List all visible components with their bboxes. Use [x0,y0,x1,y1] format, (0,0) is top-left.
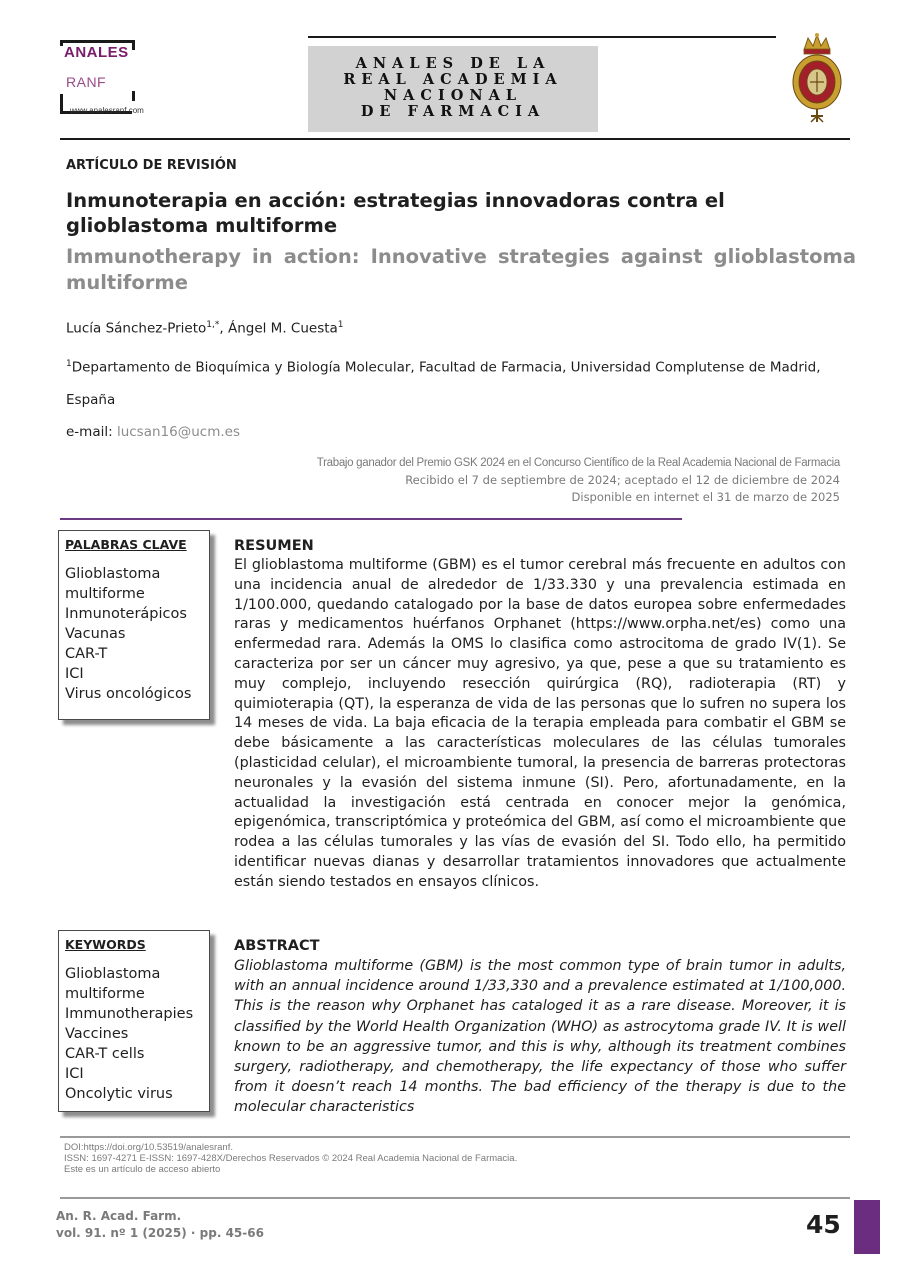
header-bottom-rule [60,138,850,140]
journal-title-line-4: DE FARMACIA [360,103,546,120]
keyword-item: Immunotherapies [65,1006,194,1022]
footer-rule-bottom [60,1197,850,1199]
keyword-item: multiforme [65,986,145,1002]
affiliation-mark: 1 [66,359,72,369]
logo-ranf-text: RANF [66,74,107,90]
abstract-text: Glioblastoma multiforme (GBM) is the most common type of brain tumor in adults, with an annual incidence around 1/33,330 and a prevalence estimated at 1/100,000. This is the reason why Orphanet has cataloged it as a rare disease. Moreover, it is classified by the World Health Organization (WHO) as astrocytoma grade IV. It is well known to be an aggressive tumor, and this is why, although its treatment combines surgery, radiotherapy, and chemotherapy, the life expectancy of those who suffer from it doesn’t reach 14 months. The bad efficiency of the therapy is due to the molecular characteristics [234,958,846,1116]
journal-title-banner [308,46,598,132]
journal-title-line-3: NACIONAL [383,87,523,104]
footer-rule-top [60,1136,850,1138]
journal-title-line-2: REAL ACADEMIA [343,71,563,88]
doi-link[interactable]: DOI:https://doi.org/10.53519/analesranf. [64,1142,233,1153]
keyword-item: Inmunoterápicos [65,606,187,622]
open-access-line: Este es un artículo de acceso abierto [64,1164,221,1175]
journal-logo [60,40,172,120]
page-tab [854,1200,880,1254]
author-name: Ángel M. Cuesta [227,320,338,337]
author-name: Lucía Sánchez-Prieto [66,320,207,337]
keyword-item: CAR-T cells [65,1046,145,1062]
author-affiliation-mark: 1,* [206,320,220,330]
keywords-heading: KEYWORDS [65,937,146,952]
keyword-item: Virus oncológicos [65,686,192,702]
header-rule [308,36,776,38]
keywords-box-english [58,930,210,1112]
logo-anales-text: ANALES [64,44,129,61]
footer-info [64,1142,517,1175]
keyword-item: ICI [65,1066,84,1082]
received-date: Recibido el 7 de septiembre de 2024; aceptado el 12 de diciembre de 2024 [405,473,840,487]
issn-line: ISSN: 1697-4271 E-ISSN: 1697-428X/Derechos Reservados © 2024 Real Academia Nacional de Farmacia. [64,1153,518,1164]
keyword-item: ICI [65,666,84,682]
keyword-item: Glioblastoma [65,566,161,582]
academy-crest-icon [790,32,844,126]
keyword-item: CAR-T [65,646,108,662]
article-dates [140,455,840,506]
resumen-text: El glioblastoma multiforme (GBM) es el tumor cerebral más frecuente en adultos con una incidencia anual de alrededor de 1/33.330 y una prevalencia estimada en 1/100.000, quedando catalogado por la base de datos europea sobre enfermedades raras y medicamentos huérfanos Orphanet (https://www.orpha.net/es) como una enfermedad rara. Además la OMS lo clasifica como astrocitoma de grado IV(1). Se caracteriza por ser un cáncer muy agresivo, ya que, pese a que su tratamiento es muy complejo, incluyendo resección quirúrgica (RQ), radioterapia (RT) y quimioterapia (QT), la esperanza de vida de las personas que lo sufren no supera los 14 meses de vida. La baja eficacia de la terapia empleada para combatir el GBM se debe básicamente a las características moleculares de las células tumorales (plasticidad celular), el microambiente tumoral, la presencia de barreras protectoras neuronales y la evasión del sistema inmune (SI). Pero, afortunadamente, en la actualidad la investigación está centrada en conocer mejor la genómica, epigenómica, transcriptómica y proteómica del GBM, así como el microambiente que rodea a las células tumorales y las vías de evasión del SI. Todo ello, ha permitido identificar nuevas dianas y desarrollar tratamientos innovadores que actualmente están siendo testados en ensayos clínicos. [234,557,846,890]
author-list [66,320,344,337]
title-english: Immunotherapy in action: Innovative strategies against glioblastoma multiforme [66,245,856,294]
journal-reference [56,1208,264,1242]
author-separator: , [219,320,228,337]
keyword-item: multiforme [65,586,145,602]
keyword-item: Vacunas [65,626,126,642]
abstract-heading: ABSTRACT [234,938,320,954]
resumen-heading: RESUMEN [234,538,314,554]
journal-abbreviation: An. R. Acad. Farm. [56,1209,182,1223]
page-number: 45 [806,1210,841,1239]
email-link[interactable]: lucsan16@ucm.es [116,424,240,440]
award-note: Trabajo ganador del Premio GSK 2024 en el Concurso Científico de la Real Academia Nacional de Farmacia [316,457,840,469]
article-type: ARTÍCULO DE REVISIÓN [66,158,237,173]
journal-volume: vol. 91. nº 1 (2025) · pp. 45-66 [56,1226,264,1240]
journal-title-line-1: ANALES DE LA [355,55,551,72]
keywords-heading: PALABRAS CLAVE [65,537,187,552]
logo-url[interactable]: www.analesranf.com [70,106,144,115]
affiliation [66,348,856,416]
section-divider [60,518,682,520]
affiliation-text: Departamento de Bioquímica y Biología Molecular, Facultad de Farmacia, Universidad Complutense de Madrid, España [66,359,821,408]
keyword-item: Oncolytic virus [65,1086,173,1102]
email-label: e-mail: [66,424,117,440]
title-spanish: Inmunoterapia en acción: estrategias innovadoras contra el glioblastoma multiforme [66,189,725,237]
online-date: Disponible en internet el 31 de marzo de 2025 [571,490,840,504]
author-affiliation-mark: 1 [337,320,344,330]
keywords-box-spanish [58,530,210,720]
contact-email [66,424,240,440]
keyword-item: Vaccines [65,1026,129,1042]
keyword-item: Glioblastoma [65,966,161,982]
